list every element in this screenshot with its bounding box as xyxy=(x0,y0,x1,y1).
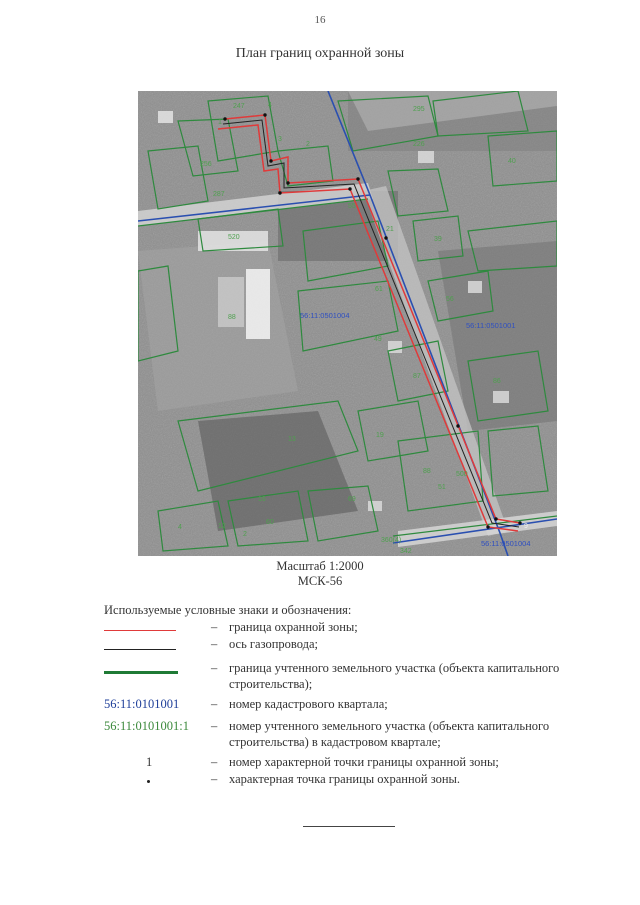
building xyxy=(388,341,402,353)
legend-item xyxy=(104,660,604,692)
map-drawing xyxy=(138,91,557,556)
building xyxy=(493,391,509,403)
parcel-label: 19 xyxy=(376,432,384,439)
parcel-label: 3 xyxy=(278,136,282,143)
parcel-label: 21 xyxy=(386,226,394,233)
quarter-label: 56:11:0501004 xyxy=(300,311,350,320)
parcel-label: 342 xyxy=(400,548,412,555)
parcel-number-sample: 56:11:0101001:1 xyxy=(104,719,189,733)
parcel-label: 88 xyxy=(423,468,431,475)
scale-ratio: Масштаб 1:2000 xyxy=(276,559,364,573)
parcel-label: 2 xyxy=(306,141,310,148)
parcel-label: 55 xyxy=(348,203,356,210)
page-title: План границ охранной зоны xyxy=(235,46,405,61)
characteristic-point xyxy=(278,191,281,194)
parcel-label: 12 xyxy=(218,523,226,530)
parcel-label: 69 xyxy=(348,496,356,503)
parcel-label: 88 xyxy=(228,314,236,321)
parcel-label: 360(4) xyxy=(381,537,402,544)
legend-dash: – xyxy=(211,697,218,711)
characteristic-point xyxy=(494,517,497,520)
characteristic-point xyxy=(384,236,387,239)
boundary-plan-map xyxy=(138,91,557,556)
characteristic-point xyxy=(286,181,289,184)
parcel-label: 87 xyxy=(413,373,421,380)
parcel-label: 40 xyxy=(508,158,516,165)
characteristic-point xyxy=(223,117,226,120)
red-line-symbol xyxy=(104,630,176,631)
parcel-label: 60 xyxy=(266,519,274,526)
map-scale xyxy=(0,559,640,589)
parcel-label: 1 xyxy=(218,119,222,126)
characteristic-point xyxy=(269,159,272,162)
characteristic-point-symbol xyxy=(147,780,150,783)
quarter-number-sample: 56:11:0101001 xyxy=(104,697,180,711)
parcel-label: 500 xyxy=(456,471,468,478)
parcel-label: 520 xyxy=(228,234,240,241)
legend-text: номер характерной точки границы охранной зоны; xyxy=(229,755,499,769)
characteristic-point xyxy=(263,113,266,116)
parcel-label: 9 xyxy=(524,523,528,530)
legend-text: граница учтенного земельного участка (объекта капитального строительства); xyxy=(229,661,560,691)
legend-text: ось газопровода; xyxy=(229,637,319,651)
legend-item xyxy=(104,696,604,712)
legend-text: номер учтенного земельного участка (объекта капитального строительства) в кадастровом квартале; xyxy=(229,719,550,749)
parcel-label: 4 xyxy=(178,524,182,531)
legend-dash: – xyxy=(211,719,218,733)
building xyxy=(246,269,270,339)
parcel-label: 13 xyxy=(288,436,296,443)
point-number-sample: 1 xyxy=(146,755,153,769)
characteristic-point xyxy=(518,521,521,524)
legend-item xyxy=(104,619,604,635)
legend-item xyxy=(104,754,604,770)
parcel-label: 56 xyxy=(446,296,454,303)
legend-dash: – xyxy=(211,772,218,786)
building xyxy=(468,281,482,293)
green-line-symbol xyxy=(104,671,178,674)
parcel-label: 61 xyxy=(375,286,383,293)
legend-item xyxy=(104,771,604,787)
footer-divider xyxy=(303,826,395,827)
legend-text: номер кадастрового квартала; xyxy=(229,697,388,711)
characteristic-point xyxy=(356,177,359,180)
page-number: 16 xyxy=(314,14,326,26)
legend-dash: – xyxy=(211,637,218,651)
characteristic-point xyxy=(486,525,489,528)
parcel-label: 39 xyxy=(434,236,442,243)
characteristic-point xyxy=(348,187,351,190)
parcel-label: 4 xyxy=(268,102,272,109)
legend-dash: – xyxy=(211,620,218,634)
parcel-label: 2 xyxy=(243,531,247,538)
building xyxy=(368,501,382,511)
quarter-label: 56:11:0501004 xyxy=(481,539,531,548)
parcel-label: 86 xyxy=(493,378,501,385)
legend-dash: – xyxy=(211,661,218,675)
characteristic-point xyxy=(456,424,459,427)
legend-item xyxy=(104,636,604,652)
parcel-label: 16 xyxy=(258,496,266,503)
parcel-label: 49 xyxy=(374,336,382,343)
quarter-label: 56:11:0501001 xyxy=(466,321,516,330)
legend-text: характерная точка границы охранной зоны. xyxy=(229,772,461,786)
parcel-label: 247 xyxy=(233,103,245,110)
parcel-label: 295 xyxy=(413,106,425,113)
building xyxy=(418,151,434,163)
legend-dash: – xyxy=(211,755,218,769)
legend-item xyxy=(104,718,604,750)
legend-text: граница охранной зоны; xyxy=(229,620,358,634)
parcel-label: 256 xyxy=(200,161,212,168)
parcel-label: 226 xyxy=(413,141,425,148)
coordinate-system: МСК-56 xyxy=(297,574,343,588)
legend-heading: Используемые условные знаки и обозначения: xyxy=(104,603,352,617)
parcel-label: 51 xyxy=(438,484,446,491)
building xyxy=(158,111,173,123)
black-line-symbol xyxy=(104,649,176,650)
parcel-label: 287 xyxy=(213,191,225,198)
